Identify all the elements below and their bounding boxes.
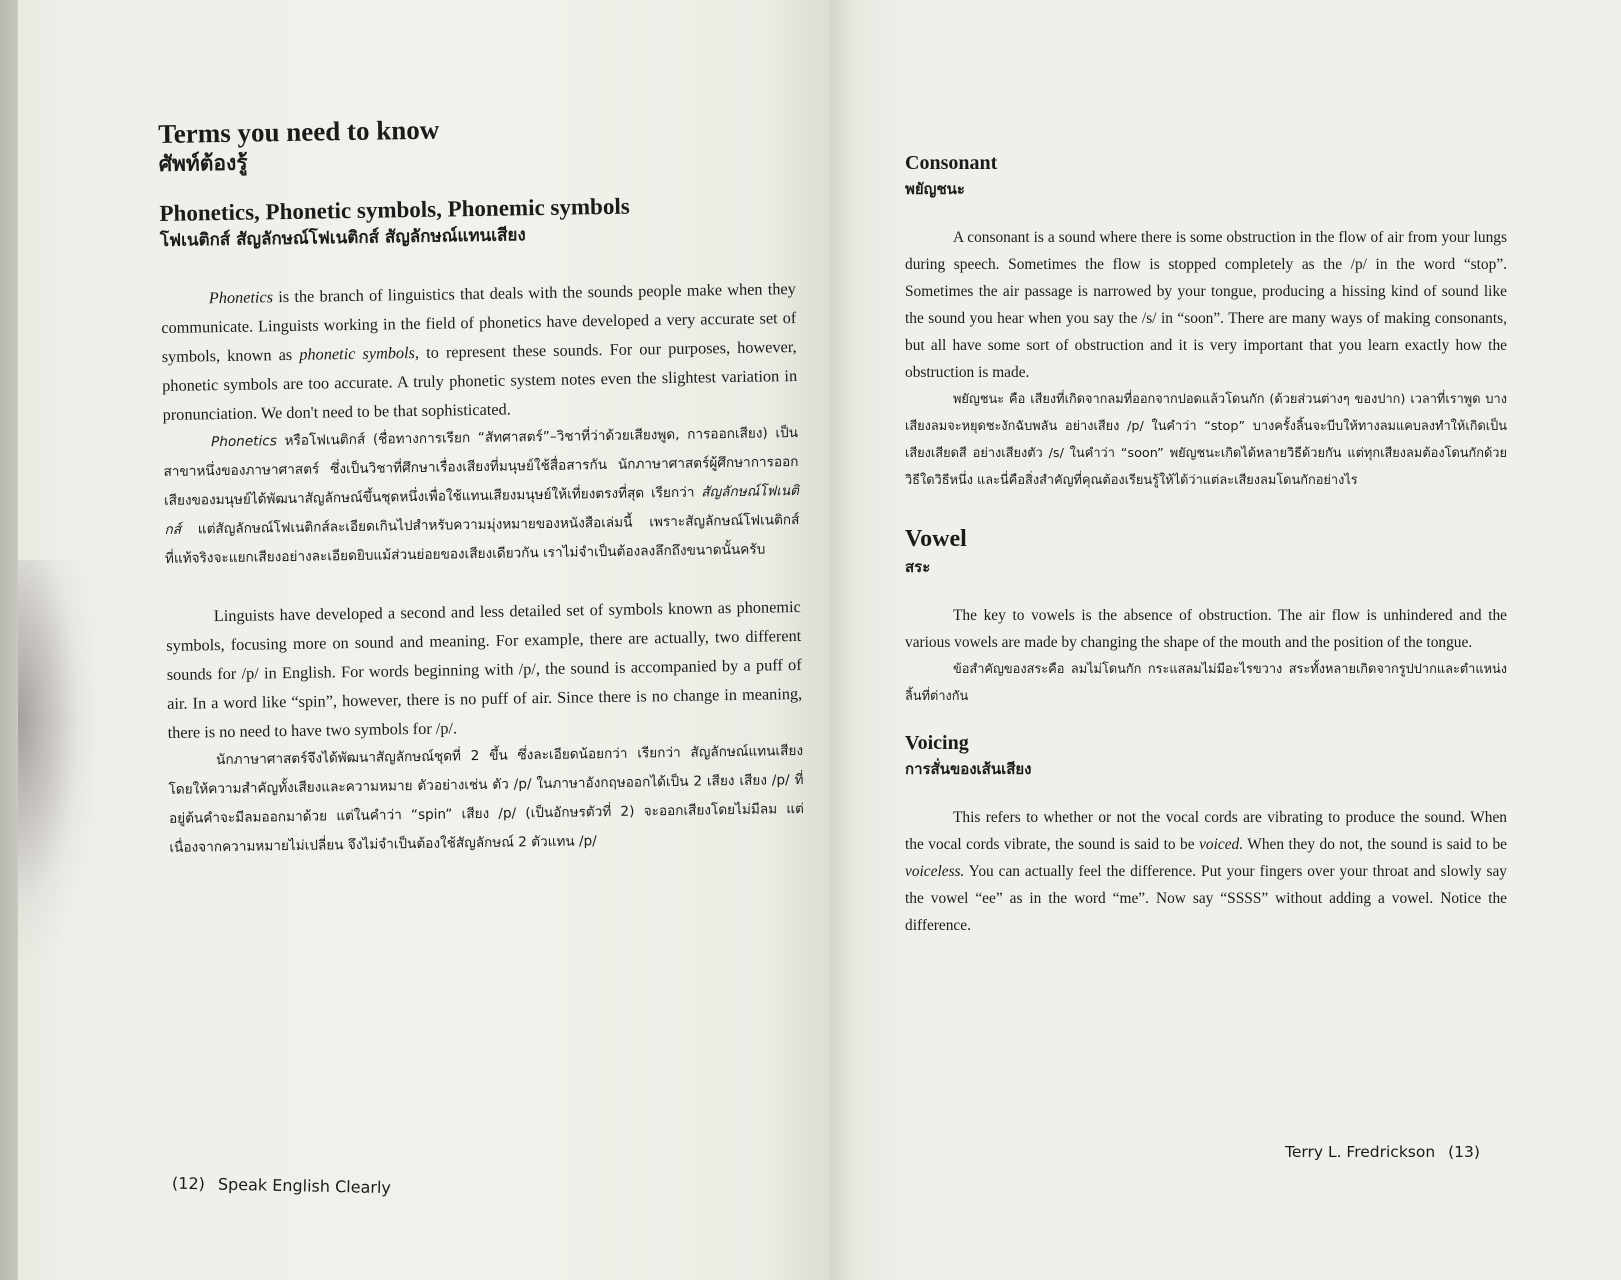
text-run: is the branch of linguistics that deals with the sounds people make when they communicate. Linguists working in the field of phonetics have developed a very accurate set of symbols, known as (161, 279, 797, 366)
text-run: หรือโฟเนติกส์ (ชื่อทางการเรียก “สัทศาสตร์”–วิชาที่ว่าด้วยเสียงพูด, การออกเสียง) เป็นสาขาหนึ่งของภาษาศาสตร์ ซึ่งเป็นวิชาที่ศึกษาเรื่องเสียงที่มนุษย์ใช้สื่อสารกัน นักภาษาศาสตร์ผู้ศึกษาการออกเสียงของมนุษย์ได้พัฒนาสัญลักษณ์ขึ้นชุดหนึ่งเพื่อใช้แทนเสียงมนุษย์ให้เที่ยงตรงที่สุด เรียกว่า (163, 424, 799, 509)
term-voiced: voiced. (1199, 836, 1244, 853)
section-title-vowel-thai: สระ (905, 558, 931, 576)
phonetics-paragraph-thai (163, 419, 800, 574)
author-name: Terry L. Fredrickson (1285, 1143, 1436, 1161)
consonant-paragraph-thai: พยัญชนะ คือ เสียงที่เกิดจากลมที่ออกจากปอดแล้วโดนกัก (ด้วยส่วนต่างๆ ของปาก) เวลาที่เราพูด บางเสียงลมจะหยุดชะงักฉับพลัน อย่างเสียง /p/ ในคำว่า “stop” บางครั้งลิ้นจะบีบให้ทางลมแคบลงทำให้เกิดเป็นเสียงเสียดสี อย่างเสียงตัว /s/ ในคำว่า “soon” พยัญชนะเกิดได้หลายวิธีด้วยกัน แต่ทุกเสียงลมต้องโดนกักด้วยวิธีใดวิธีหนึ่ง และนี่คือสิ่งสำคัญที่คุณต้องเรียนรู้ให้ได้ว่าแต่ละเสียงลมโดนกักอย่างไร (905, 392, 1507, 488)
page-edge-smudge (18, 560, 98, 960)
phonemic-paragraph-thai: นักภาษาศาสตร์จึงได้พัฒนาสัญลักษณ์ชุดที่ 2 ขึ้น ซึ่งละเอียดน้อยกว่า เรียกว่า สัญลักษณ์แทนเสียง โดยให้ความสำคัญทั้งเสียงและความหมาย ตัวอย่างเช่น ตัว /p/ ในภาษาอังกฤษออกได้เป็น 2 เสียง เสียง /p/ ที่อยู่ต้นคำจะมีลมออกมาด้วย แต่ในคำว่า “spin” เสียง /p/ (เป็นอักษรตัวที่ 2) จะออกเสียงโดยไม่มีลม แต่เนื่องจากความหมายไม่เปลี่ยน จึงไม่จำเป็นต้องใช้สัญลักษณ์ 2 ตัวแทน /p/ (168, 742, 805, 856)
text-run: This refers to whether or not the vocal cords are vibrating to produce the sound. When the vocal cords vibrate, the sound is said to be (905, 809, 1507, 853)
text-run: You can actually feel the difference. Put your fingers over your throat and slowly say the vowel “ee” as in the word “me”. Now say “SSSS” without adding a vowel. Notice the difference. (905, 863, 1507, 934)
right-footer (1285, 1143, 1488, 1161)
term-voiceless: voiceless. (905, 863, 965, 880)
right-page-content (905, 150, 1507, 939)
page-title: Terms you need to know (158, 114, 440, 149)
vowel-paragraph: The key to vowels is the absence of obstruction. The air flow is unhindered and the various vowels are made by changing the shape of the mouth and the position of the tongue. (905, 607, 1507, 651)
section-title-voicing-thai: การสั่นของเส้นเสียง (905, 760, 1032, 778)
left-page-number: (12) (171, 1173, 206, 1194)
text-run: to represent these sounds. For our purposes, however, phonetic symbols are too accurate. A truly phonetic system notes even the slightest variation in pronunciation. We don't need to be that sophisticated. (162, 336, 798, 424)
term-phonetics-thai: Phonetics (210, 433, 277, 451)
phonemic-paragraph: Linguists have developed a second and less detailed set of symbols known as phonemic symbols, focusing more on sound and meaning. For example, there are actually, two different sounds for /p/ in English. For words beginning with /p/, the sound is accompanied by a puff of air. In a word like “spin”, however, there is no puff of air. Since there is no change in meaning, there is no need to have two symbols for /p/. (166, 596, 803, 742)
term-phonetic-symbols: phonetic symbols, (299, 342, 420, 364)
text-run: แต่สัญลักษณ์โฟเนติกส์ละเอียดเกินไปสำหรับความมุ่งหมายของหนังสือเล่มนี้ เพราะสัญลักษณ์โฟเนติกส์ที่แท้จริงจะแยกเสียงอย่างละเอียดยิบแม้ส่วนย่อยของเสียงเดียวกัน เราไม่จำเป็นต้องลงลึกถึงขนาดนั้นครับ (164, 511, 800, 567)
book-title: Speak English Clearly (217, 1174, 392, 1198)
section-title-consonant-thai: พยัญชนะ (905, 180, 965, 198)
section-title-phonetics-thai: โฟเนติกส์ สัญลักษณ์โฟเนติกส์ สัญลักษณ์แทนเสียง (159, 225, 526, 251)
section-title-consonant: Consonant (905, 152, 998, 174)
vowel-paragraph-thai: ข้อสำคัญของสระคือ ลมไม่โดนกัก กระแสลมไม่มีอะไรขวาง สระทั้งหลายเกิดจากรูปปากและตำแหน่งลิ้นที่ต่างกัน (905, 662, 1507, 704)
section-title-vowel: Vowel (905, 526, 967, 552)
term-phonetic-symbols-thai: สัญลักษณ์โฟเนติกส์ (164, 482, 800, 538)
consonant-paragraph: A consonant is a sound where there is some obstruction in the flow of air from your lungs during speech. Sometimes the flow is stopped completely as the /p/ in the word “stop”. Sometimes the air passage is narrowed by your tongue, producing a hissing kind of sound like the sound you hear when you say the /s/ in “soon”. There are many ways of making consonants, but all have some sort of obstruction and it is very important that you learn exactly how the obstruction is made. (905, 229, 1507, 381)
voicing-paragraph (905, 804, 1507, 939)
term-phonetics: Phonetics (208, 287, 274, 308)
section-title-phonetics: Phonetics, Phonetic symbols, Phonemic symbols (159, 193, 630, 226)
page-title-thai: ศัพท์ต้องรู้ (158, 150, 248, 176)
section-title-voicing: Voicing (905, 732, 969, 754)
text-run: When they do not, the sound is said to be (1243, 836, 1507, 853)
right-page-number: (13) (1448, 1143, 1480, 1161)
phonetics-paragraph (161, 274, 798, 429)
left-page-content (158, 108, 805, 863)
